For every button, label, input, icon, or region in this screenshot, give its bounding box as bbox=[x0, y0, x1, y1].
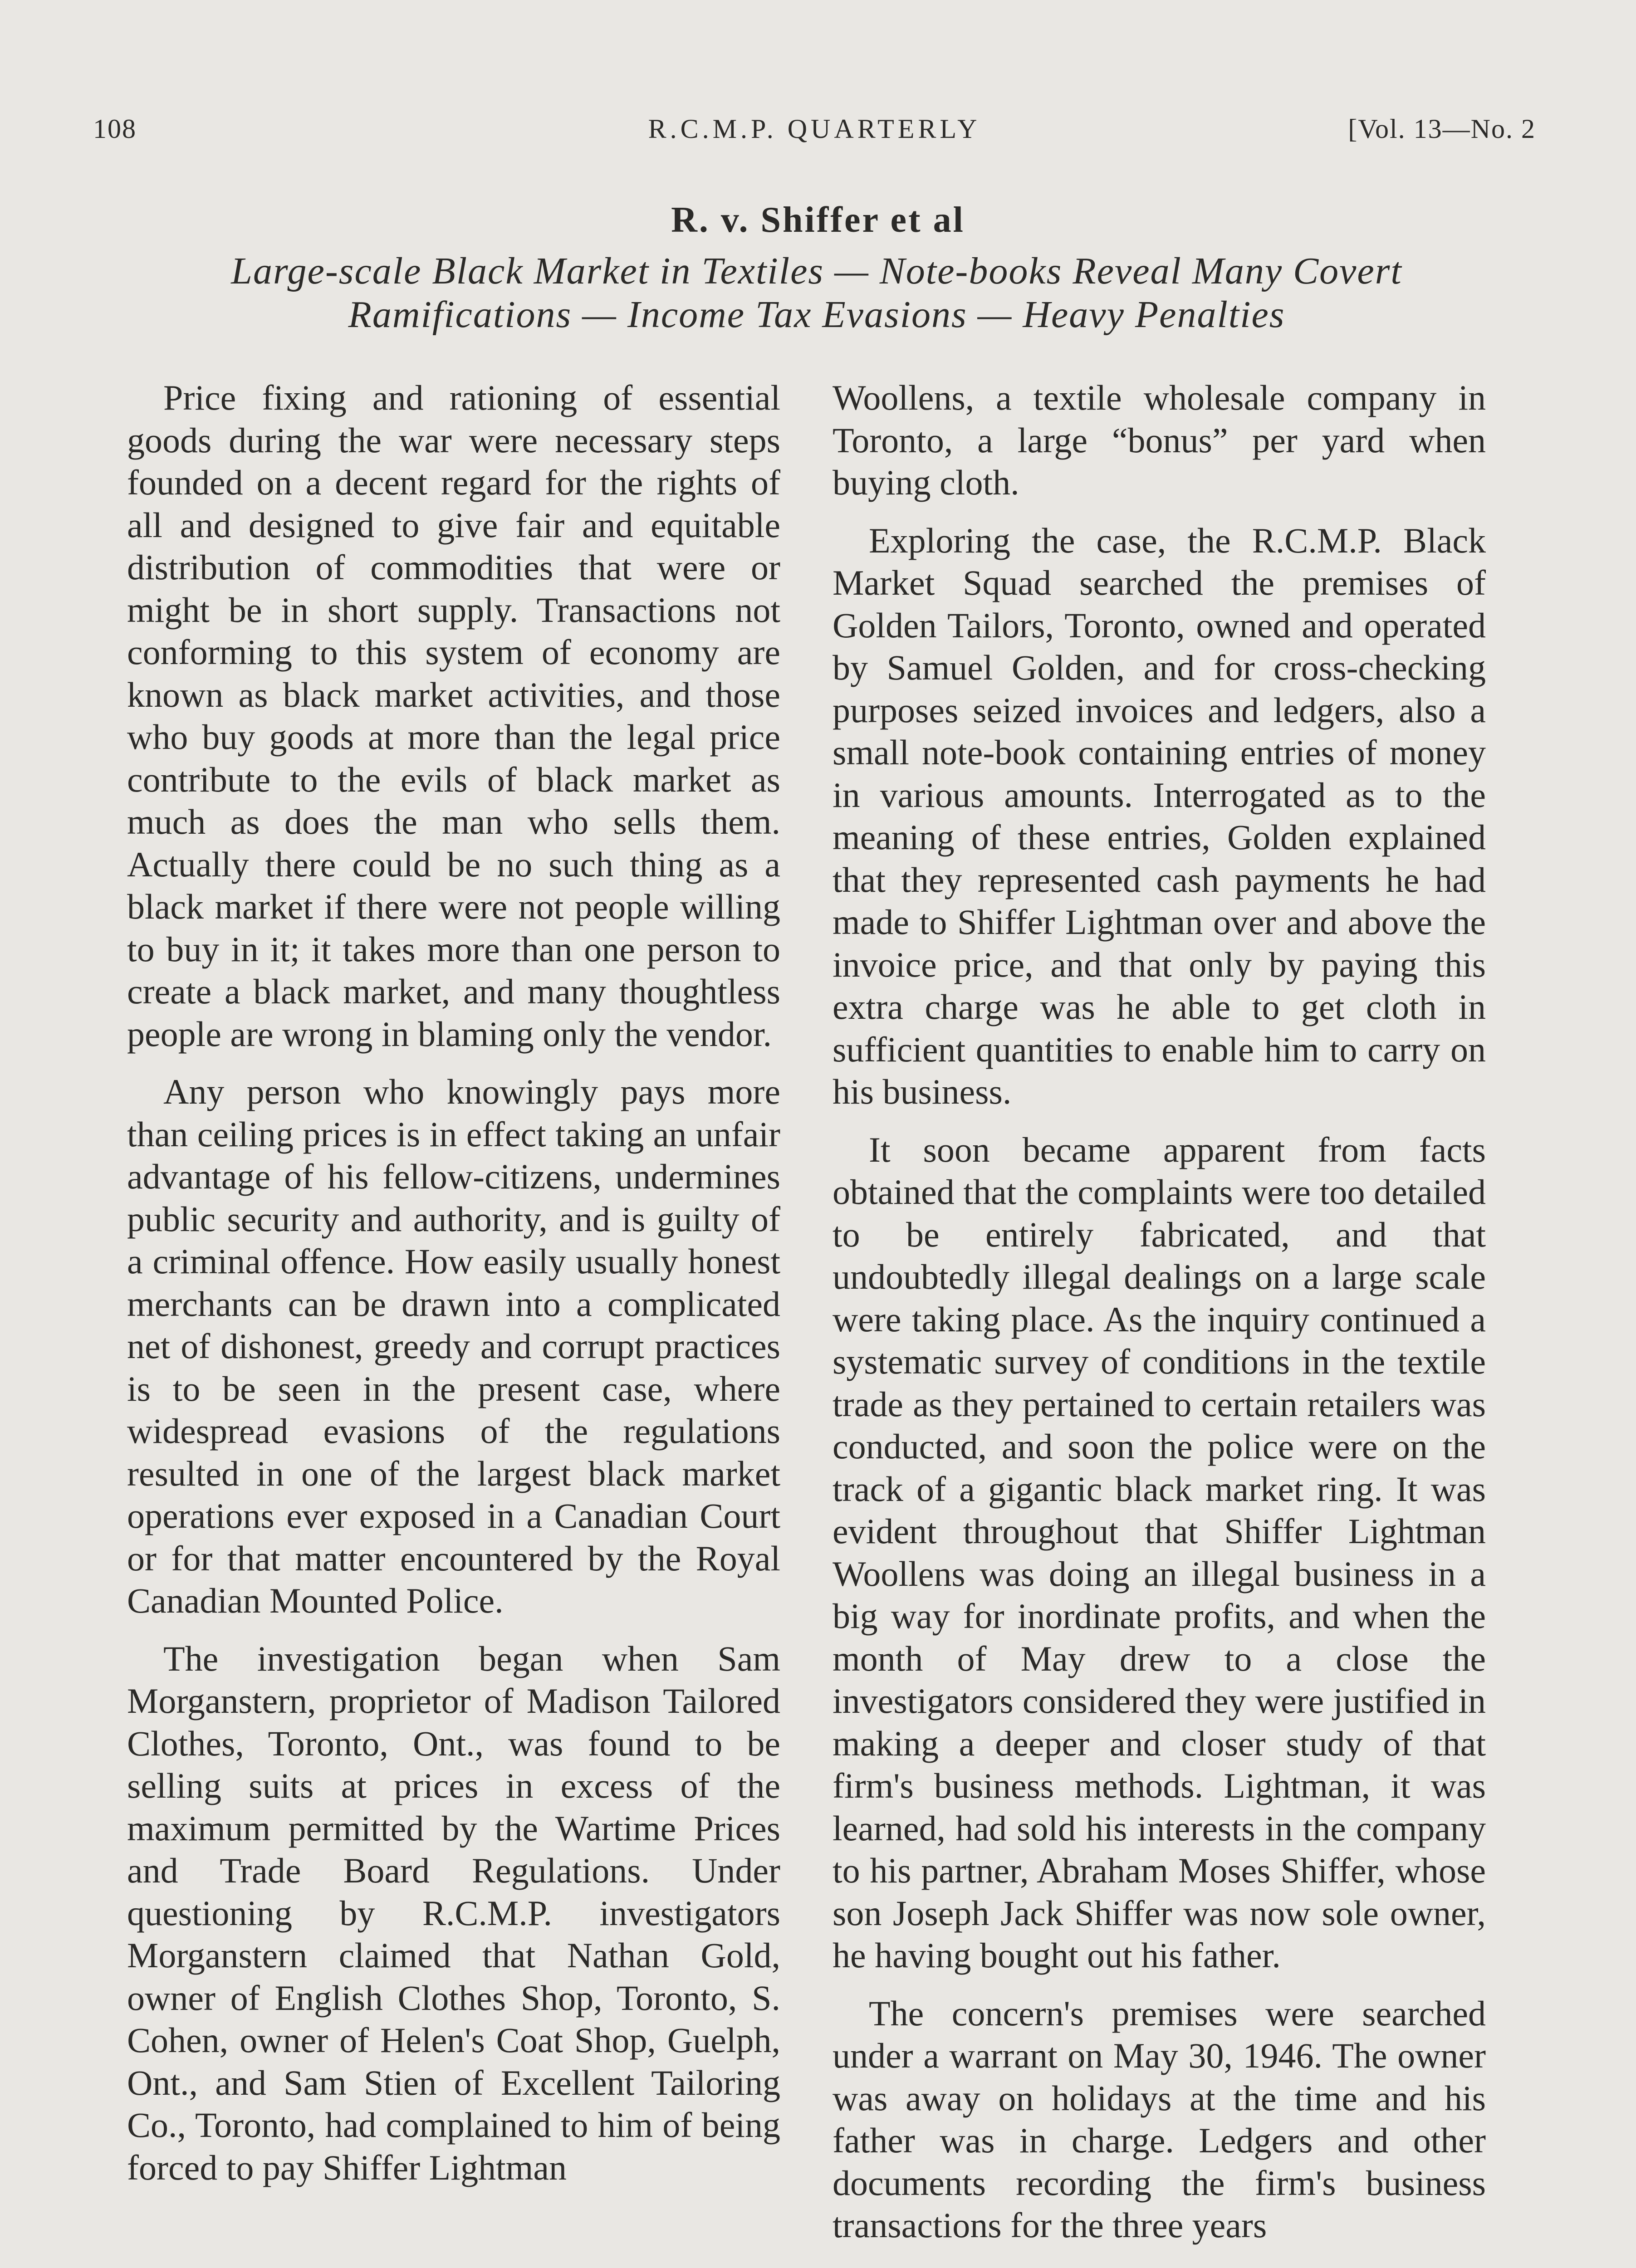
paragraph-continued: Woollens, a textile wholesale company in Toronto, a large “bonus” per yard when buying cloth. bbox=[833, 378, 1486, 502]
paragraph: The concern's premises were searched under a warrant on May 30, 1946. The owner was away on holidays at the time and his father was in charge. Ledgers and other documents recording the firm's business transactions for the three years bbox=[833, 1993, 1486, 2245]
paragraph: Price fixing and rationing of essential goods during the war were necessary steps founded on a decent regard for the rights of all and designed to give fair and equitable distribution of commodities that were or might be in short supply. Transactions not conforming to this system of economy are known as black market activities, and those who buy goods at more than the legal price contribute to the evils of black market as much as does the man who sells them. Actually there could be no such thing as a black market if there were not people willing to buy in it; it takes more than one person to create a black market, and many thoughtless people are wrong in blaming only the vendor. bbox=[127, 378, 780, 1054]
paragraph: Any person who knowingly pays more than ceiling prices is in effect taking an unfair advantage of his fellow-citizens, undermines public security and authority, and is guilty of a criminal offence. How easily usually honest merchants can be drawn into a complicated net of dishonest, greedy and corrupt practices is to be seen in the present case, where widespread evasions of the regulations resulted in one of the largest black market operations ever exposed in a Canadian Court or for that matter encountered by the Royal Canadian Mounted Police. bbox=[127, 1072, 780, 1620]
running-header bbox=[93, 113, 1536, 154]
issue-label: [Vol. 13—No. 2 bbox=[1348, 114, 1536, 144]
journal-title: R.C.M.P. QUARTERLY bbox=[648, 114, 981, 144]
paragraph: The investigation began when Sam Morganstern, proprietor of Madison Tailored Clothes, Toronto, Ont., was found to be selling suits at prices in excess of the maximum permitted by the Wartime Prices and Trade Board Regulations. Under questioning by R.C.M.P. investigators Morganstern claimed that Nathan Gold, owner of English Clothes Shop, Toronto, S. Cohen, owner of Helen's Coat Shop, Guelph, Ont., and Sam Stien of Excellent Tailoring Co., Toronto, had complained to him of being forced to pay Shiffer Lightman bbox=[127, 1638, 780, 2187]
paragraph: Exploring the case, the R.C.M.P. Black Market Squad searched the premises of Golden Tailors, Toronto, owned and operated by Samuel Golden, and for cross-checking purposes seized invoices and ledgers, also a small note-book containing entries of money in various amounts. Interrogated as to the meaning of these entries, Golden explained that they represented cash payments he had made to Shiffer Lightman over and above the invoice price, and that only by paying this extra charge was he able to get cloth in sufficient quantities to enable him to carry on his business. bbox=[833, 520, 1486, 1111]
paragraph: It soon became apparent from facts obtained that the complaints were too detailed to be entirely fabricated, and that undoubtedly illegal dealings on a large scale were taking place. As the inquiry continued a systematic survey of conditions in the textile trade as they pertained to certain retailers was conducted, and soon the police were on the track of a gigantic black market ring. It was evident throughout that Shiffer Lightman Woollens was doing an illegal business in a big way for inordinate profits, and when the month of May drew to a close the investigators considered they were justified in making a deeper and closer study of that firm's business methods. Lightman, it was learned, had sold his interests in the company to his partner, Abraham Moses Shiffer, whose son Joseph Jack Shiffer was now sole owner, he having bought out his father. bbox=[833, 1129, 1486, 1975]
article-subtitle bbox=[136, 249, 1497, 337]
right-column bbox=[833, 376, 1486, 2262]
subtitle-line-2: Ramifications — Income Tax Evasions — Heavy Penalties bbox=[348, 293, 1285, 336]
article-title: R. v. Shiffer et al bbox=[671, 200, 965, 240]
page-number: 108 bbox=[93, 114, 137, 144]
left-column bbox=[127, 376, 780, 2204]
subtitle-line-1: Large-scale Black Market in Textiles — Note-books Reveal Many Covert bbox=[231, 250, 1402, 292]
